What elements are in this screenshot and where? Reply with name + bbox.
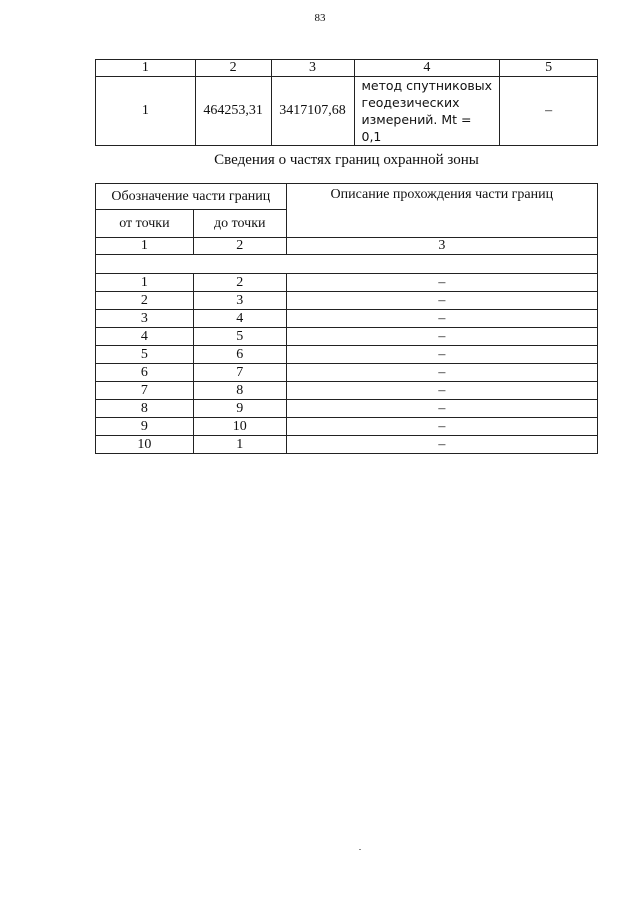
coordinates-table xyxy=(95,59,598,146)
y-coordinate-cell: 3417107,68 xyxy=(271,77,354,146)
coordinates-header-row xyxy=(96,60,598,77)
to-point-cell: 4 xyxy=(193,310,286,328)
page-number: 83 xyxy=(314,12,326,24)
column-number-cell: 1 xyxy=(96,60,196,77)
description-cell: – xyxy=(286,292,597,310)
blank-cell xyxy=(96,255,598,274)
section-title: Сведения о частях границ охранной зоны xyxy=(214,152,479,168)
point-number-cell: 1 xyxy=(96,77,196,146)
table-row xyxy=(96,436,598,454)
to-point-cell: 5 xyxy=(193,328,286,346)
column-number-cell: 3 xyxy=(271,60,354,77)
to-point-cell: 3 xyxy=(193,292,286,310)
table-row xyxy=(96,292,598,310)
to-point-cell: 8 xyxy=(193,382,286,400)
description-header: Описание прохождения части границ xyxy=(286,184,597,238)
from-point-cell: 8 xyxy=(96,400,194,418)
table-row xyxy=(96,400,598,418)
description-cell: – xyxy=(286,436,597,454)
from-point-cell: 9 xyxy=(96,418,194,436)
from-point-cell: 7 xyxy=(96,382,194,400)
description-cell: – xyxy=(286,364,597,382)
method-line: метод спутниковых xyxy=(361,78,493,93)
from-point-cell: 6 xyxy=(96,364,194,382)
table-row xyxy=(96,328,598,346)
designation-header: Обозначение части границ xyxy=(96,184,287,210)
table-row xyxy=(96,346,598,364)
description-cell: – xyxy=(286,382,597,400)
method-cell xyxy=(354,77,500,146)
table-row xyxy=(96,310,598,328)
description-cell: – xyxy=(286,418,597,436)
blank-row xyxy=(96,255,598,274)
coordinates-data-row xyxy=(96,77,598,146)
x-coordinate-cell: 464253,31 xyxy=(195,77,271,146)
to-point-cell: 1 xyxy=(193,436,286,454)
column-number-cell: 4 xyxy=(354,60,500,77)
to-point-header: до точки xyxy=(193,210,286,238)
column-number-cell: 1 xyxy=(96,238,194,255)
description-cell: – xyxy=(286,400,597,418)
scan-mark xyxy=(359,849,361,850)
description-cell: – xyxy=(286,328,597,346)
to-point-cell: 10 xyxy=(193,418,286,436)
to-point-cell: 9 xyxy=(193,400,286,418)
from-point-header: от точки xyxy=(96,210,194,238)
column-number-cell: 3 xyxy=(286,238,597,255)
boundary-parts-table xyxy=(95,183,598,454)
method-line: геодезических xyxy=(361,95,460,110)
from-point-cell: 10 xyxy=(96,436,194,454)
parts-header-row xyxy=(96,184,598,210)
description-cell: – xyxy=(286,310,597,328)
to-point-cell: 7 xyxy=(193,364,286,382)
from-point-cell: 3 xyxy=(96,310,194,328)
from-point-cell: 5 xyxy=(96,346,194,364)
from-point-cell: 4 xyxy=(96,328,194,346)
table-row xyxy=(96,274,598,292)
column-numbers-row xyxy=(96,238,598,255)
column-number-cell: 5 xyxy=(500,60,598,77)
table-row xyxy=(96,418,598,436)
from-point-cell: 2 xyxy=(96,292,194,310)
column-5-cell: – xyxy=(500,77,598,146)
description-cell: – xyxy=(286,346,597,364)
to-point-cell: 2 xyxy=(193,274,286,292)
table-row xyxy=(96,382,598,400)
column-number-cell: 2 xyxy=(193,238,286,255)
description-cell: – xyxy=(286,274,597,292)
from-point-cell: 1 xyxy=(96,274,194,292)
table-row xyxy=(96,364,598,382)
to-point-cell: 6 xyxy=(193,346,286,364)
method-line: измерений. Mt = 0,1 xyxy=(361,112,472,144)
column-number-cell: 2 xyxy=(195,60,271,77)
